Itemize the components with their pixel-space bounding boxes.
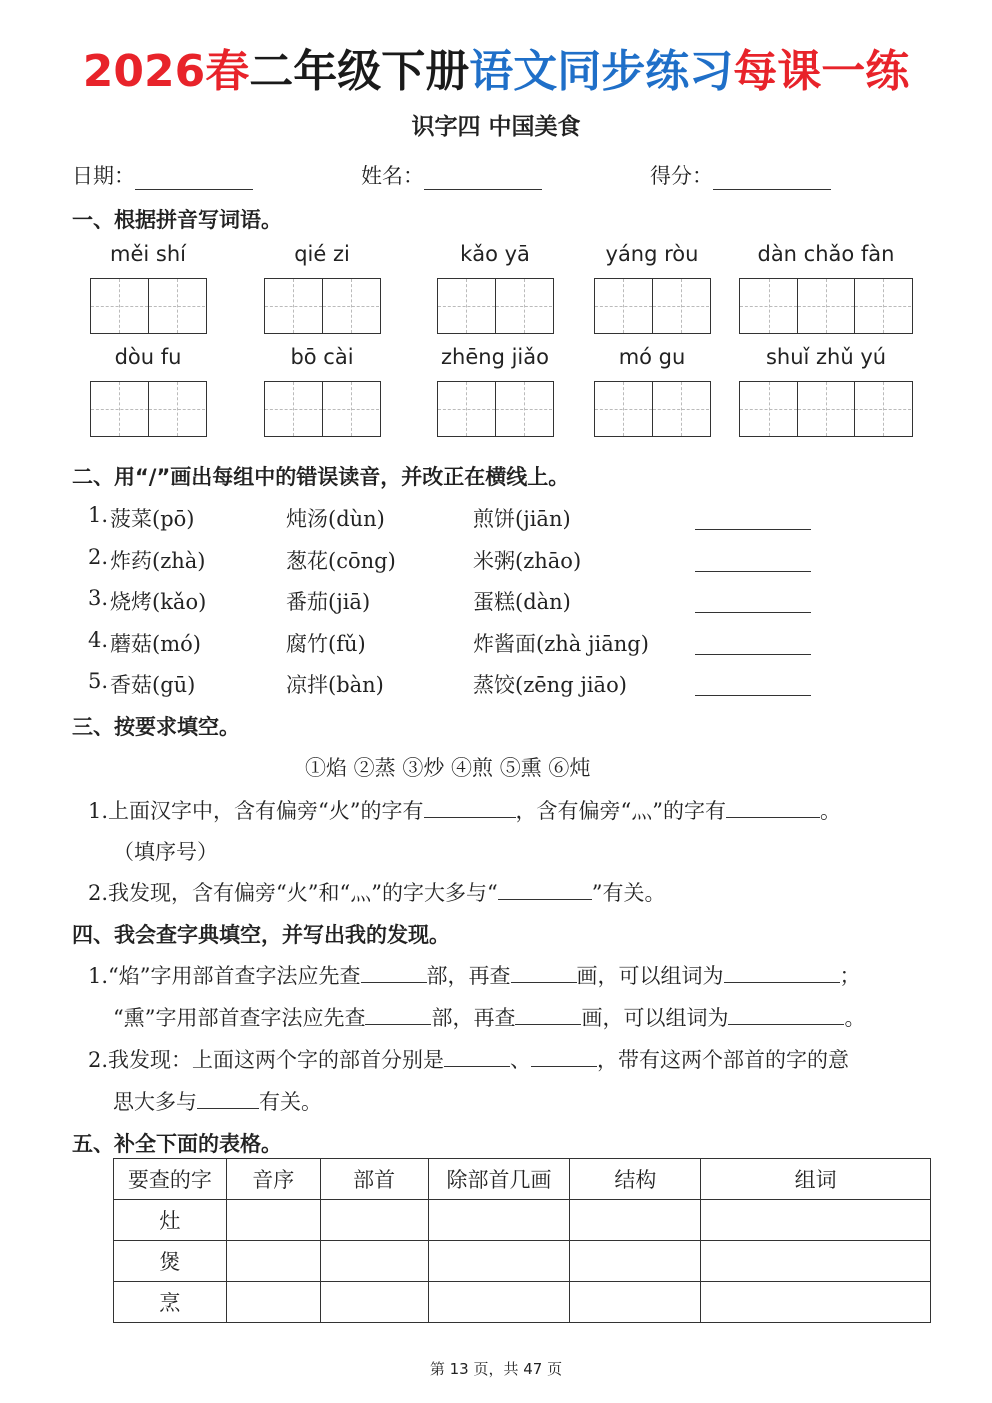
pinyin-label: dòu fu	[114, 345, 182, 369]
s4-q1-word-blank[interactable]	[724, 962, 840, 983]
answer-cell[interactable]	[320, 1282, 428, 1323]
correction-blank[interactable]	[695, 695, 811, 696]
pronunciation-row	[88, 669, 848, 709]
dictionary-table	[113, 1158, 931, 1323]
table-header-cell: 结构	[570, 1159, 701, 1200]
tianzige-grid[interactable]	[264, 381, 381, 437]
s4-q1-stroke-blank[interactable]	[511, 962, 577, 983]
writing-cell[interactable]	[854, 279, 911, 333]
writing-cell[interactable]	[652, 279, 709, 333]
answer-cell[interactable]	[226, 1241, 320, 1282]
word-with-pinyin[interactable]: 煎饼(jiān)	[473, 507, 571, 531]
table-row	[114, 1200, 931, 1241]
answer-cell[interactable]	[428, 1200, 570, 1241]
writing-cell[interactable]	[148, 279, 205, 333]
writing-cell[interactable]	[438, 279, 495, 333]
table-body	[114, 1200, 931, 1323]
word-with-pinyin[interactable]: 凉拌(bàn)	[286, 673, 384, 697]
writing-cell[interactable]	[495, 382, 552, 436]
s4-q1-radical-blank[interactable]	[361, 962, 427, 983]
section5-heading: 五、补全下面的表格。	[72, 1132, 282, 1156]
word-with-pinyin[interactable]: 菠菜(pō)	[110, 507, 195, 531]
correction-blank[interactable]	[695, 612, 811, 613]
title-part: 语文同步练习	[469, 46, 734, 97]
item-number: 3.	[88, 586, 109, 610]
writing-cell[interactable]	[854, 382, 911, 436]
pinyin-label: zhēng jiǎo	[441, 345, 549, 369]
writing-cell[interactable]	[265, 279, 322, 333]
table-header-cell: 音序	[226, 1159, 320, 1200]
writing-cell[interactable]	[438, 382, 495, 436]
s4-q2-blank2[interactable]	[531, 1046, 597, 1067]
date-field: 日期：	[72, 160, 253, 190]
page-title	[0, 42, 992, 102]
tianzige-grid[interactable]	[264, 278, 381, 334]
s3-note: （填序号）	[113, 840, 218, 864]
date-blank[interactable]	[135, 167, 253, 190]
word-with-pinyin[interactable]: 蘑菇(mó)	[110, 631, 201, 656]
tianzige-grid[interactable]	[437, 381, 554, 437]
pinyin-label: bō cài	[290, 345, 354, 369]
s4-q1b-radical-blank[interactable]	[365, 1004, 431, 1025]
item-number: 4.	[88, 627, 109, 652]
tianzige-grid[interactable]	[437, 278, 554, 334]
item-number: 2.	[88, 544, 109, 569]
s4-question2-cont: 思大多与 有关。	[113, 1090, 322, 1114]
pronunciation-row	[88, 628, 848, 668]
pronunciation-row	[88, 545, 848, 585]
correction-blank[interactable]	[695, 571, 811, 572]
tianzige-grid[interactable]	[594, 278, 711, 334]
tianzige-grid[interactable]	[739, 381, 913, 437]
table-row	[114, 1241, 931, 1282]
item-number: 1.	[88, 503, 109, 527]
pinyin-label: dàn chǎo fàn	[757, 242, 895, 266]
word-with-pinyin[interactable]: 米粥(zhāo)	[473, 548, 582, 573]
title-part: 每课一练	[733, 46, 910, 97]
tianzige-grid[interactable]	[739, 278, 913, 334]
answer-cell[interactable]	[570, 1200, 701, 1241]
answer-cell[interactable]	[701, 1200, 931, 1241]
s4-question2: 2.我发现：上面这两个字的部首分别是 、 ，带有这两个部首的字的意	[88, 1048, 850, 1072]
writing-cell[interactable]	[148, 382, 205, 436]
word-with-pinyin[interactable]: 炸酱面(zhà jiāng)	[473, 631, 649, 656]
writing-cell[interactable]	[740, 382, 797, 436]
s4-question1b: “熏”字用部首查字法应先查 部，再查 画，可以组词为 。	[113, 1006, 866, 1030]
writing-cell[interactable]	[652, 382, 709, 436]
lookup-character: 煲	[114, 1241, 227, 1282]
section4-heading: 四、我会查字典填空，并写出我的发现。	[72, 923, 450, 947]
score-field: 得分：	[650, 160, 831, 190]
title-part: 二年级下册	[249, 46, 470, 97]
pronunciation-row	[88, 586, 848, 626]
name-field: 姓名：	[361, 160, 542, 190]
writing-cell[interactable]	[265, 382, 322, 436]
writing-cell[interactable]	[91, 279, 148, 333]
character-options: ①焰 ②蒸 ③炒 ④煎 ⑤熏 ⑥炖	[305, 756, 591, 780]
answer-cell[interactable]	[428, 1241, 570, 1282]
writing-cell[interactable]	[797, 279, 854, 333]
answer-cell[interactable]	[428, 1282, 570, 1323]
s3-q1-blank1[interactable]	[424, 797, 516, 818]
correction-blank[interactable]	[695, 654, 811, 655]
answer-cell[interactable]	[226, 1282, 320, 1323]
pinyin-label: měi shí	[110, 242, 186, 266]
word-with-pinyin[interactable]: 炖汤(dùn)	[286, 507, 385, 531]
tianzige-grid[interactable]	[594, 381, 711, 437]
word-with-pinyin[interactable]: 烧烤(kǎo)	[110, 590, 207, 614]
answer-cell[interactable]	[701, 1282, 931, 1323]
writing-cell[interactable]	[595, 382, 652, 436]
writing-cell[interactable]	[495, 279, 552, 333]
s3-question2: 2.我发现，含有偏旁“火”和“灬”的字大多与“ ”有关。	[88, 881, 666, 905]
answer-cell[interactable]	[570, 1282, 701, 1323]
answer-cell[interactable]	[320, 1200, 428, 1241]
title-part: 2026春	[82, 46, 250, 97]
score-blank[interactable]	[713, 167, 831, 190]
pinyin-label: kǎo yā	[460, 242, 530, 266]
pinyin-label: qié zi	[294, 242, 350, 266]
section1-heading: 一、根据拼音写词语。	[72, 208, 282, 232]
s4-q2-blank1[interactable]	[444, 1046, 510, 1067]
item-number: 5.	[88, 669, 109, 693]
s4-q1b-word-blank[interactable]	[728, 1004, 844, 1025]
answer-cell[interactable]	[701, 1241, 931, 1282]
answer-cell[interactable]	[570, 1241, 701, 1282]
writing-cell[interactable]	[322, 279, 379, 333]
pinyin-label: mó gu	[618, 345, 686, 369]
word-with-pinyin[interactable]: 腐竹(fǔ)	[286, 631, 366, 656]
word-with-pinyin[interactable]: 香菇(gū)	[110, 673, 196, 697]
writing-cell[interactable]	[91, 382, 148, 436]
writing-cell[interactable]	[740, 279, 797, 333]
table-header-cell: 组词	[701, 1159, 931, 1200]
pinyin-label: shuǐ zhǔ yú	[765, 345, 887, 369]
s3-q1-blank2[interactable]	[726, 797, 820, 818]
word-with-pinyin[interactable]: 蛋糕(dàn)	[473, 590, 571, 614]
answer-cell[interactable]	[320, 1241, 428, 1282]
table-header-row	[114, 1159, 931, 1200]
s4-q1b-stroke-blank[interactable]	[515, 1004, 581, 1025]
word-with-pinyin[interactable]: 番茄(jiā)	[286, 590, 371, 614]
page-footer: 第 13 页，共 47 页	[429, 1360, 563, 1378]
writing-cell[interactable]	[322, 382, 379, 436]
lookup-character: 灶	[114, 1200, 227, 1241]
table-header-cell: 除部首几画	[428, 1159, 570, 1200]
s3-q2-blank[interactable]	[498, 879, 592, 900]
answer-cell[interactable]	[226, 1200, 320, 1241]
section3-heading: 三、按要求填空。	[72, 715, 240, 739]
pinyin-label: yáng ròu	[605, 242, 699, 266]
name-blank[interactable]	[424, 167, 542, 190]
correction-blank[interactable]	[695, 529, 811, 530]
table-header-cell: 部首	[320, 1159, 428, 1200]
writing-cell[interactable]	[595, 279, 652, 333]
pronunciation-row	[88, 503, 848, 543]
writing-cell[interactable]	[797, 382, 854, 436]
lookup-character: 烹	[114, 1282, 227, 1323]
table-row	[114, 1282, 931, 1323]
tianzige-grid[interactable]	[90, 278, 207, 334]
word-with-pinyin[interactable]: 炸药(zhà)	[110, 548, 206, 573]
word-with-pinyin[interactable]: 蒸饺(zēng jiāo)	[473, 673, 627, 697]
lesson-subtitle: 识字四 中国美食	[411, 114, 581, 140]
s3-question1: 1.上面汉字中，含有偏旁“火”的字有 ，含有偏旁“灬”的字有 。	[88, 799, 841, 823]
table-header-cell: 要查的字	[114, 1159, 227, 1200]
section2-heading: 二、用“/”画出每组中的错误读音，并改正在横线上。	[72, 465, 570, 489]
s4-q2-blank3[interactable]	[197, 1088, 259, 1109]
word-with-pinyin[interactable]: 葱花(cōng)	[286, 548, 396, 573]
s4-question1a: 1.“焰”字用部首查字法应先查 部，再查 画，可以组词为 ；	[88, 964, 861, 988]
tianzige-grid[interactable]	[90, 381, 207, 437]
